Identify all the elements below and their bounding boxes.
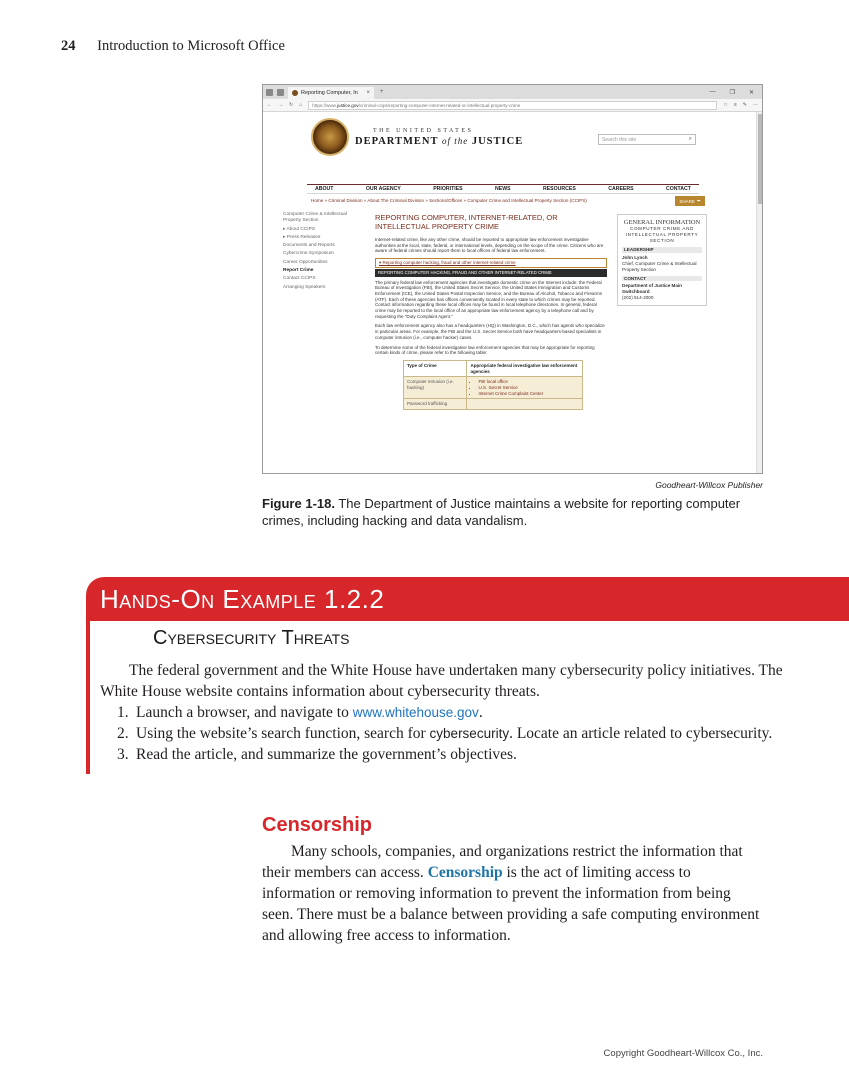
table-row — [404, 377, 583, 399]
step-text: . Locate an article related to cybersecurity. — [509, 725, 773, 742]
step-number: 1. — [117, 704, 129, 721]
page-scrollbar[interactable] — [756, 112, 762, 474]
doj-header-department: DEPARTMENT — [355, 136, 439, 147]
leadership-label: LEADERSHIP — [622, 247, 702, 253]
web-page-viewport — [263, 112, 762, 474]
step-item — [117, 723, 777, 744]
figure-caption — [262, 495, 762, 529]
section-paragraph — [262, 841, 762, 946]
share-arrow-icon: ➦ — [696, 198, 701, 203]
sidebar-item-arranging-speakers[interactable]: Arranging Speakers — [283, 284, 326, 290]
leader-title: Chief, Computer Crime & Intellectual Property Section — [622, 260, 697, 272]
sidebar-item-contact-ccips[interactable]: Contact CCIPS — [283, 276, 316, 282]
sidebar-item-documents-reports[interactable]: Documents and Reports — [283, 243, 335, 249]
section-text: is the act of limiting access to information or removing information to prevent the information from being seen. There must be a balance between providing a safe computing environment and allowing free access to information. — [262, 864, 760, 944]
doj-header-top: THE UNITED STATES — [373, 128, 474, 134]
article-paragraph: To determine some of the federal investigative law enforcement agencies that may be appropriate for reporting certain kinds of crime, please refer to the following table: — [375, 344, 595, 356]
browser-tab-title: Reporting Computer, In — [301, 90, 358, 96]
section-text: Many schools, companies, and organizations restrict the information that their members can access. — [262, 843, 743, 881]
web-note-icon[interactable]: ✎ — [742, 102, 747, 108]
accordion-header: REPORTING COMPUTER HACKING, FRAUD AND OTHER INTERNET-RELATED CRIME — [375, 269, 607, 277]
step-number: 3. — [117, 746, 129, 763]
step-text: Launch a browser, and navigate to — [136, 704, 353, 721]
table-cell-agencies — [467, 377, 583, 399]
agency-link[interactable]: • U.S. Secret Service — [478, 385, 579, 391]
doj-header-justice: JUSTICE — [471, 136, 524, 147]
forward-icon[interactable]: → — [278, 102, 283, 108]
sidebar-item-career-opportunities[interactable]: Career Opportunities — [283, 259, 328, 265]
contact-label: CONTACT — [622, 276, 702, 282]
whitehouse-url[interactable]: www.whitehouse.gov — [352, 705, 479, 720]
nav-item-our-agency[interactable]: OUR AGENCY — [365, 186, 401, 192]
table-header-cell: Type of Crime — [404, 360, 467, 376]
close-window-icon[interactable]: ✕ — [748, 89, 754, 96]
article-paragraph: Each law enforcement agency also has a headquarters (HQ) in Washington, D.C., which has agents who specialize in particular areas. For example, the FBI and the U.S. Secret Service both have headquarters-based specialists in computer intrusion (i.e., computer hacker) cases. — [375, 323, 605, 340]
running-head — [61, 38, 285, 55]
article-body — [375, 214, 607, 410]
refresh-icon[interactable]: ↻ — [289, 102, 294, 108]
step-text: . — [478, 704, 483, 721]
figure-label: Figure 1-18. — [262, 496, 335, 511]
browser-address-bar — [263, 99, 762, 112]
example-banner — [86, 577, 849, 621]
search-icon[interactable]: ⌕ — [688, 136, 692, 142]
article-paragraph: The primary federal law enforcement agencies that investigate domestic crime on the Internet include: the Federal Bureau of Investigation (FBI), the United States Secret Service, the United States Immigration and Customs Enforcement (ICE), the United States Postal Inspection Service, and the Bureau of Alcohol, Tobacco and Firearms (ATF). Each of these agencies has offices conveniently located in every state to which crimes may be reported. Contact information regarding these local offices may be found in local telephone directories. In general, federal crime may be reported to the local office of an appropriate law enforcement agency by a telephone call and by requesting the "Duty Complaint Agent." — [375, 279, 603, 319]
new-tab-icon[interactable]: + — [380, 89, 384, 95]
minimize-icon[interactable]: — — [709, 88, 716, 95]
home-icon[interactable]: ⌂ — [299, 102, 303, 108]
table-cell-crime-type: Password trafficking — [404, 399, 467, 410]
section-sidebar-nav — [283, 212, 365, 293]
tab-back-icon[interactable] — [277, 89, 284, 96]
section-heading: Censorship — [262, 814, 373, 836]
url-path: /criminal-ccips/reporting-computer-internet-related-or-intellectual-property-crime — [358, 102, 521, 108]
example-steps — [117, 702, 777, 765]
maximize-icon[interactable]: ❐ — [729, 89, 735, 96]
doj-site-header — [311, 118, 696, 160]
site-main-nav — [307, 184, 699, 194]
step-item — [117, 744, 777, 765]
browser-screenshot — [262, 84, 763, 474]
step-text: Using the website’s search function, search for — [136, 725, 430, 742]
nav-item-careers[interactable]: CAREERS — [608, 186, 634, 192]
nav-item-priorities[interactable]: PRIORITIES — [433, 186, 463, 192]
sidebar-item-report-crime[interactable]: Report Crime — [283, 268, 314, 274]
doj-header-main — [355, 136, 523, 147]
key-term: Censorship — [427, 864, 503, 881]
figure-credit: Goodheart-Willcox Publisher — [655, 480, 763, 490]
agency-link[interactable]: • Internet Crime Complaint Center — [478, 391, 579, 397]
agency-link[interactable]: • FBI local office — [478, 379, 579, 385]
url-field[interactable] — [308, 101, 717, 110]
url-prefix: https://www. — [312, 102, 337, 108]
hub-icon[interactable]: ≡ — [733, 102, 737, 108]
window-controls — [710, 89, 762, 96]
accordion-toggle[interactable]: ▾ Reporting computer hacking, fraud and other internet-related crime — [375, 258, 607, 268]
site-search-input[interactable] — [598, 134, 696, 145]
example-title: Hands-On Example 1.2.2 — [100, 584, 385, 614]
nav-item-news[interactable]: NEWS — [495, 186, 511, 192]
browser-tab[interactable] — [288, 87, 374, 99]
contact-phone: (202) 514-2000 — [622, 294, 654, 300]
nav-item-about[interactable]: ABOUT — [315, 186, 334, 192]
leader-name: John Lynch — [622, 255, 648, 261]
favorite-star-icon[interactable]: ☆ — [723, 102, 728, 108]
example-side-rule — [86, 617, 90, 774]
back-icon[interactable]: ← — [267, 102, 272, 108]
example-subtitle: Cybersecurity Threats — [153, 627, 350, 649]
sidebar-item-ccips[interactable]: Computer Crime & Intellectual Property Section — [283, 212, 347, 224]
page-number: 24 — [61, 38, 76, 54]
table-header-row — [404, 360, 583, 376]
info-box-title: GENERAL INFORMATION — [623, 219, 701, 226]
doj-favicon-icon — [292, 90, 298, 96]
step-item — [117, 702, 777, 723]
nav-item-contact[interactable]: CONTACT — [666, 186, 691, 192]
more-icon[interactable]: ⋯ — [753, 102, 758, 108]
search-term: cybersecurity — [429, 726, 510, 741]
close-tab-icon[interactable]: × — [366, 90, 370, 96]
site-search-placeholder: Search this site — [602, 137, 637, 143]
contact-organization: Department of Justice Main Switchboard — [622, 283, 682, 295]
sidebar-item-label: Press Releases — [286, 234, 321, 240]
url-host: justice.gov — [337, 102, 359, 108]
step-text: Read the article, and summarize the government’s objectives. — [136, 746, 517, 763]
general-information-box — [617, 214, 707, 306]
info-box-subtitle: COMPUTER CRIME AND INTELLECTUAL PROPERTY SECTION — [625, 226, 699, 243]
share-button[interactable] — [675, 196, 705, 206]
figure-caption-text: The Department of Justice maintains a website for reporting computer crimes, including hacking and data vandalism. — [262, 496, 741, 528]
tab-actions-icon[interactable] — [266, 89, 273, 96]
sidebar-item-press-releases[interactable]: ▸ Press Releases — [283, 234, 321, 240]
table-cell-crime-type: Computer intrusion (i.e. hacking) — [404, 377, 467, 399]
example-intro: The federal government and the White House have undertaken many cybersecurity policy initiatives. The White House website contains information about cybersecurity threats. — [100, 662, 783, 700]
breadcrumb[interactable]: Home » Criminal Division » About The Criminal Division » Sections/Offices » Computer Crime and Intellectual Property Section (CCIPS) — [311, 198, 587, 203]
copyright-footer: Copyright Goodheart-Willcox Co., Inc. — [603, 1048, 763, 1059]
article-title: REPORTING COMPUTER, INTERNET-RELATED, OR INTELLECTUAL PROPERTY CRIME — [375, 213, 558, 231]
sidebar-item-cybercrime-symposium[interactable]: Cybercrime Symposium — [283, 251, 334, 257]
table-cell-agencies — [467, 399, 583, 410]
running-head-title: Introduction to Microsoft Office — [97, 38, 285, 54]
doj-header-of: of the — [441, 136, 469, 146]
scrollbar-thumb[interactable] — [758, 114, 762, 204]
sidebar-item-label: About CCIPS — [286, 226, 316, 232]
step-number: 2. — [117, 725, 129, 742]
sidebar-item-about-ccips[interactable]: ▸ About CCIPS — [283, 226, 316, 232]
crime-reporting-table — [403, 360, 583, 410]
share-label: SHARE — [679, 198, 695, 204]
doj-seal-logo[interactable] — [311, 118, 349, 156]
table-row — [404, 399, 583, 410]
nav-item-resources[interactable]: RESOURCES — [542, 186, 576, 192]
table-header-cell: Appropriate federal investigative law enforcement agencies — [467, 360, 583, 376]
browser-tab-bar — [263, 85, 762, 99]
article-intro: Internet-related crime, like any other crime, should be reported to appropriate law enforcement investigative authorities at the local, state, federal, or international levels, depending on the scope of the crime. Citizens who are aware of federal crimes should report them to local offices of federal law enforcement. — [375, 237, 604, 254]
